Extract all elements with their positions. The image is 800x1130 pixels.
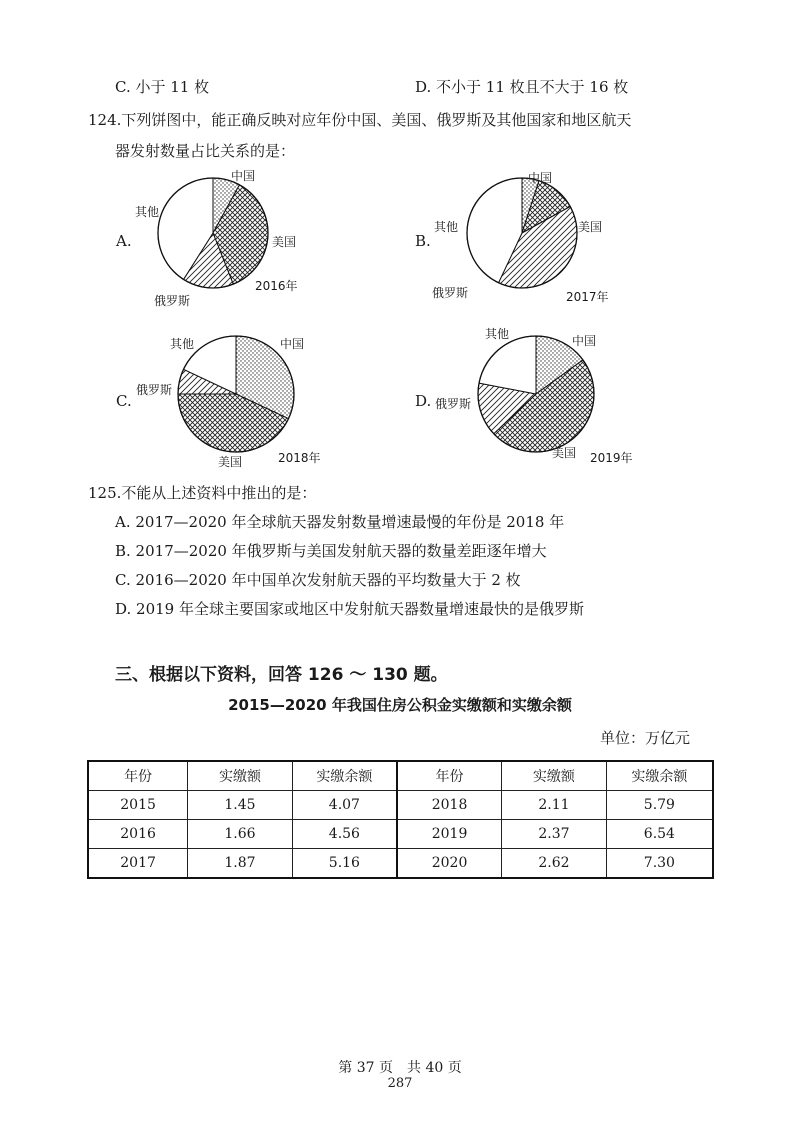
chart-c-slices (178, 336, 294, 452)
table-cell: 4.07 (292, 791, 397, 820)
table-cell: 5.16 (292, 849, 397, 879)
table-cell: 2020 (397, 849, 502, 879)
table-cell: 2018 (397, 791, 502, 820)
table-row (88, 820, 713, 849)
pie-charts (0, 160, 800, 480)
chart-d-label-other: 其他 (485, 327, 510, 341)
chart-b-year: 2017年 (566, 290, 609, 304)
table-row (88, 849, 713, 879)
question-125-option-a: A. 2017—2020 年全球航天器发射数量增速最慢的年份是 2018 年 (115, 513, 565, 531)
chart-b-label-usa: 美国 (578, 220, 603, 234)
table-cell: 2.37 (502, 820, 607, 849)
chart-c-letter: C. (116, 392, 132, 410)
page-footer: 第 37 页 共 40 页 (338, 1060, 462, 1076)
section-heading: 三、根据以下资料，回答 126 ～ 130 题。 (115, 665, 448, 685)
chart-d (415, 326, 633, 465)
table-cell: 4.56 (292, 820, 397, 849)
chart-c-label-china: 中国 (280, 337, 305, 351)
table-cell: 7.30 (606, 849, 713, 879)
question-124-stem-cont: 器发射数量占比关系的是： (115, 142, 296, 160)
chart-d-label-russia: 俄罗斯 (435, 397, 472, 411)
chart-b-letter: B. (415, 232, 431, 250)
chart-d-letter: D. (415, 392, 432, 410)
table-cell: 2015 (88, 791, 188, 820)
chart-c-year: 2018年 (278, 451, 321, 465)
table-cell: 2017 (88, 849, 188, 879)
chart-a-label-china: 中国 (231, 169, 256, 183)
page-number: 287 (387, 1076, 413, 1091)
question-124-stem: 124.下列饼图中，能正确反映对应年份中国、美国、俄罗斯及其他国家和地区航天 (88, 111, 632, 129)
chart-b-label-other: 其他 (434, 220, 459, 234)
table-cell: 2.62 (502, 849, 607, 879)
table-cell: 1.45 (188, 791, 293, 820)
header-cell: 年份 (88, 761, 188, 791)
header-cell: 实缴额 (502, 761, 607, 791)
table-cell: 6.54 (606, 820, 713, 849)
chart-d-label-china: 中国 (572, 334, 597, 348)
chart-a-year: 2016年 (255, 279, 298, 293)
chart-c-label-usa: 美国 (218, 455, 243, 469)
table-cell: 5.79 (606, 791, 713, 820)
chart-b (415, 170, 609, 304)
chart-b-slices (467, 178, 577, 288)
question-125-option-c: C. 2016—2020 年中国单次发射航天器的平均数量大于 2 枚 (115, 571, 521, 589)
table-cell: 2019 (397, 820, 502, 849)
chart-a-label-usa: 美国 (272, 235, 297, 249)
chart-c (116, 336, 321, 469)
chart-a-label-other: 其他 (135, 205, 160, 219)
chart-d-slices (478, 336, 594, 452)
table-cell: 1.87 (188, 849, 293, 879)
chart-d-label-usa: 美国 (552, 446, 577, 460)
chart-c-label-russia: 俄罗斯 (136, 383, 173, 397)
table-cell: 2016 (88, 820, 188, 849)
chart-d-year: 2019年 (590, 451, 633, 465)
header-cell: 实缴余额 (606, 761, 713, 791)
chart-c-label-other: 其他 (170, 337, 195, 351)
question-125-stem: 125.不能从上述资料中推出的是： (88, 484, 317, 502)
header-cell: 实缴余额 (292, 761, 397, 791)
header-cell: 年份 (397, 761, 502, 791)
option-c: C. 小于 11 枚 (115, 78, 210, 96)
question-125-option-d: D. 2019 年全球主要国家或地区中发射航天器数量增速最快的是俄罗斯 (115, 600, 584, 618)
header-cell: 实缴额 (188, 761, 293, 791)
table-row (88, 791, 713, 820)
chart-b-label-china: 中国 (528, 171, 553, 185)
table-unit: 单位：万亿元 (600, 729, 691, 747)
chart-a-letter: A. (116, 232, 132, 250)
table-cell: 2.11 (502, 791, 607, 820)
data-table (87, 760, 714, 879)
chart-a (115, 168, 298, 308)
table-title: 2015—2020 年我国住房公积金实缴额和实缴余额 (228, 696, 572, 714)
table-cell: 1.66 (188, 820, 293, 849)
question-125-option-b: B. 2017—2020 年俄罗斯与美国发射航天器的数量差距逐年增大 (115, 542, 547, 560)
chart-a-slices (158, 178, 268, 288)
chart-b-label-russia: 俄罗斯 (432, 286, 469, 300)
table-header-row (88, 761, 713, 791)
chart-a-label-russia: 俄罗斯 (154, 294, 191, 308)
option-d: D. 不小于 11 枚且不大于 16 枚 (415, 78, 629, 96)
